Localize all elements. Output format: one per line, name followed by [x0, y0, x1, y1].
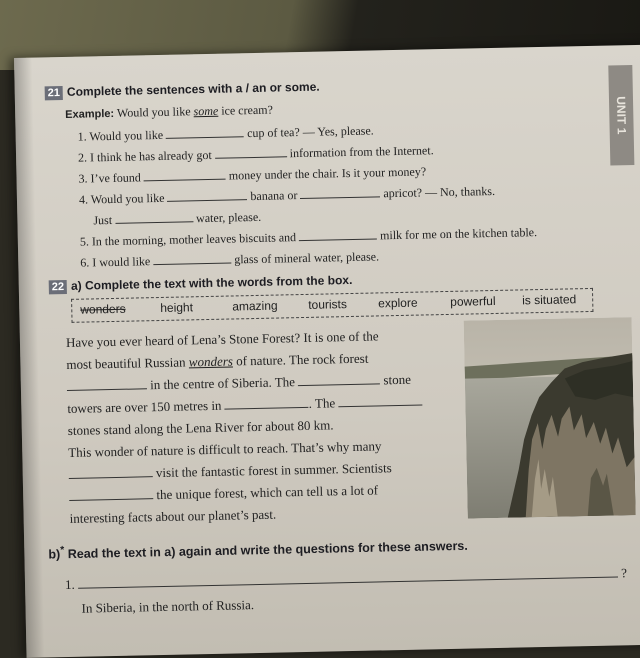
ex21-item-4-start: 4. Would you like	[78, 190, 165, 207]
text-line-7	[69, 460, 392, 483]
part-b-star: *	[60, 545, 65, 557]
word-tourists: tourists	[308, 297, 348, 312]
ex21-item-1-end: cup of tea? — Yes, please.	[246, 123, 374, 141]
question-1-mark: ?	[621, 565, 628, 581]
ex21-item-3	[78, 163, 426, 186]
ex21-item-4-mid: banana or	[250, 188, 298, 204]
stone-forest-illustration	[464, 317, 636, 518]
exercise-22-heading	[49, 273, 353, 294]
ex21-blank-4a[interactable]	[167, 188, 247, 202]
ex21-item-2	[78, 142, 434, 165]
text-line-4-mid: . The	[308, 395, 336, 411]
text-blank-1[interactable]	[67, 377, 147, 391]
ex21-item-1-start: 1. Would you like	[77, 127, 164, 144]
example-line	[65, 103, 273, 122]
ex21-blank-2[interactable]	[215, 145, 287, 159]
word-box	[71, 288, 593, 323]
ex21-blank-4c[interactable]	[115, 210, 193, 224]
text-line-4-start: towers are over 150 metres in	[67, 397, 222, 416]
text-line-6: This wonder of nature is difficult to reach. That’s why many	[68, 438, 382, 460]
textbook-page	[14, 45, 640, 658]
ex21-item-4-end: apricot? — No, thanks.	[383, 183, 496, 201]
ex21-item-6	[80, 248, 379, 270]
ex21-blank-4b[interactable]	[300, 185, 380, 199]
text-line-9: interesting facts about our planet’s past.	[69, 506, 277, 526]
text-line-8-end: the unique forest, which can tell us a lot of	[156, 482, 379, 503]
example-after: ice cream?	[221, 102, 274, 118]
ex21-item-4-cont	[93, 209, 261, 229]
ex21-blank-3[interactable]	[144, 168, 226, 182]
word-explore: explore	[378, 295, 418, 311]
text-blank-5[interactable]	[69, 465, 153, 479]
ex21-item-5	[80, 224, 538, 250]
ex21-blank-5[interactable]	[299, 227, 377, 241]
part-b-label: b)	[48, 547, 61, 562]
word-is-situated: is situated	[522, 292, 577, 308]
text-line-3-end: stone	[383, 371, 412, 388]
text-line-2	[66, 351, 368, 373]
example-label: Example:	[65, 107, 115, 121]
page-fold-shadow	[14, 58, 45, 658]
text-line-3	[67, 372, 411, 395]
word-height: height	[160, 300, 194, 315]
text-line-4	[67, 394, 422, 417]
ex21-item-5-end: milk for me on the kitchen table.	[379, 225, 538, 243]
text-answer-wonders: wonders	[188, 353, 234, 370]
exercise-22-number: 22	[49, 280, 68, 294]
ex21-item-2-end: information from the Internet.	[289, 143, 434, 161]
word-amazing: amazing	[232, 298, 278, 314]
ex21-item-3-start: 3. I’ve found	[78, 170, 142, 186]
ex21-item-2-start: 2. I think he has already got	[77, 147, 212, 165]
example-answer: some	[193, 103, 219, 119]
ex21-blank-1[interactable]	[166, 125, 244, 139]
text-line-1: Have you ever heard of Lena’s Stone Forest? It is one of the	[65, 328, 379, 350]
text-line-2-end: of nature. The rock forest	[235, 350, 369, 369]
text-blank-4[interactable]	[338, 394, 422, 408]
exercise-22-instruction: a) Complete the text with the words from the box.	[70, 272, 353, 293]
example-before: Would you like	[116, 104, 191, 120]
part-b-instruction: Read the text in a) again and write the questions for these answers.	[67, 538, 468, 562]
question-1-number: 1.	[64, 576, 75, 593]
exercise-21-instruction: Complete the sentences with a / an or some.	[66, 79, 320, 99]
text-line-2-start: most beautiful Russian	[66, 354, 186, 372]
word-wonders: wonders	[80, 301, 126, 317]
unit-tab: UNIT 1	[608, 65, 634, 165]
ex21-item-4-cont-start: Just	[93, 212, 113, 228]
ex21-item-6-end: glass of mineral water, please.	[234, 249, 380, 267]
text-line-8	[69, 482, 378, 504]
text-blank-3[interactable]	[225, 396, 309, 410]
ex21-item-6-start: 6. I would like	[80, 254, 151, 270]
text-blank-6[interactable]	[69, 487, 153, 501]
question-1-line	[65, 565, 627, 593]
ex21-item-3-end: money under the chair. Is it your money?	[228, 164, 427, 183]
part-b-heading	[48, 537, 468, 562]
ex21-item-4-cont-end: water, please.	[195, 209, 262, 226]
ex21-item-4	[79, 183, 495, 208]
word-powerful: powerful	[450, 293, 496, 309]
exercise-21-number: 21	[45, 86, 64, 100]
text-line-3-start: in the centre of Siberia. The	[149, 374, 296, 393]
text-line-5: stones stand along the Lena River for about 80 km.	[67, 417, 334, 438]
ex21-item-5-start: 5. In the morning, mother leaves biscuits and	[79, 230, 297, 249]
exercise-21-heading	[45, 80, 320, 101]
ex21-blank-6[interactable]	[153, 251, 231, 265]
question-1-blank[interactable]	[78, 565, 618, 588]
text-line-7-end: visit the fantastic forest in summer. Scientists	[155, 460, 392, 481]
answer-1: In Siberia, in the north of Russia.	[81, 597, 255, 616]
text-blank-2[interactable]	[298, 372, 380, 386]
ex21-item-1	[77, 122, 373, 144]
stone-forest-photo	[464, 317, 636, 518]
